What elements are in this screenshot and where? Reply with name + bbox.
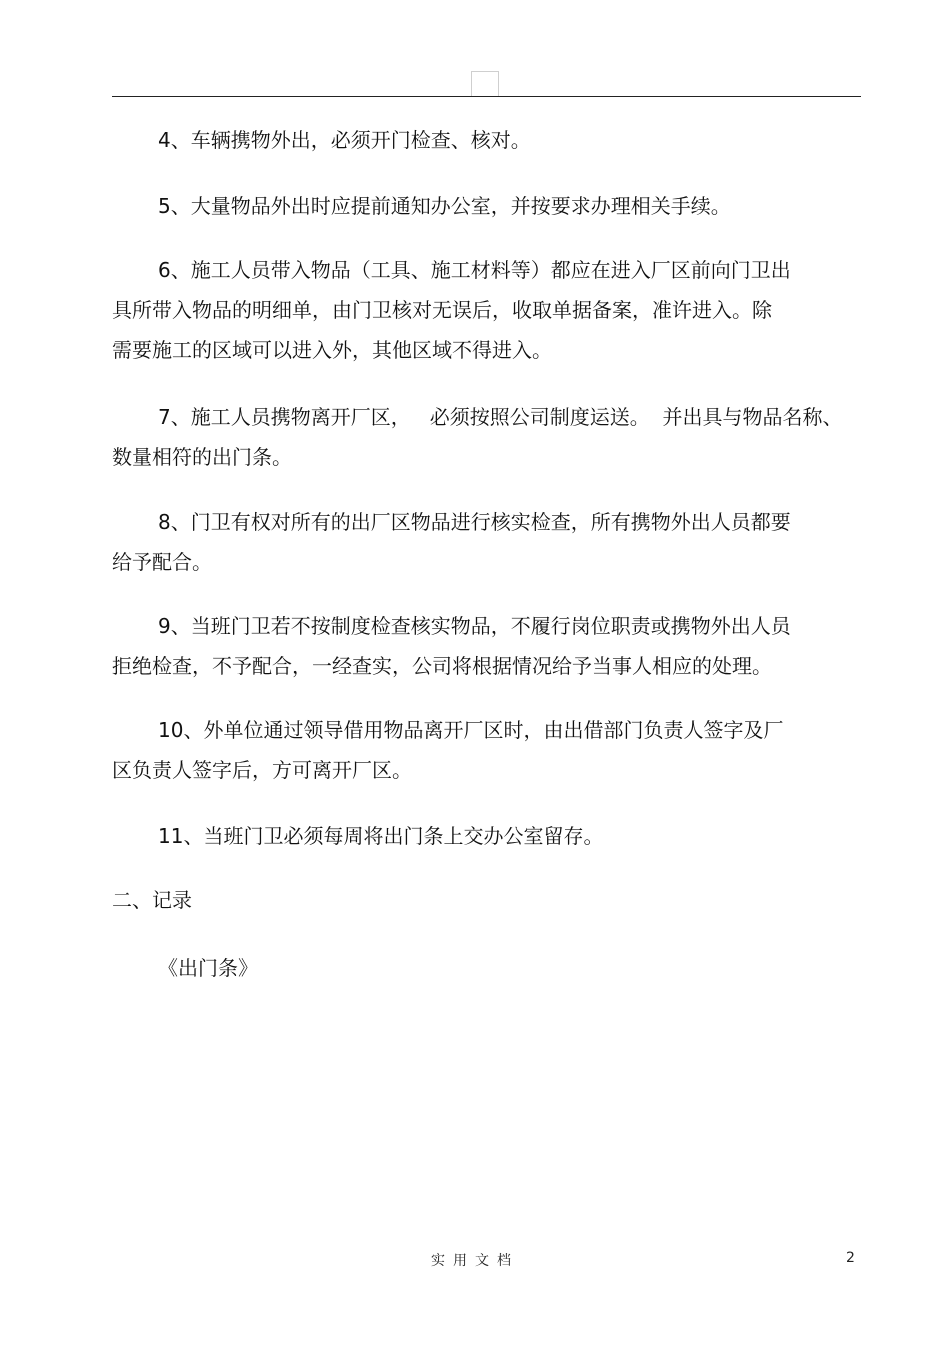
header-rule	[112, 96, 861, 97]
paragraph-line: 需要施工的区域可以进入外，其他区域不得进入。	[112, 338, 552, 362]
paragraph-line: 具所带入物品的明细单，由门卫核对无误后，收取单据备案，准许进入。除	[112, 298, 772, 322]
paragraph-item-11	[112, 816, 857, 856]
paragraph-line: 二、记录	[112, 888, 192, 912]
paragraph-line: 11、当班门卫必须每周将出门条上交办公室留存。	[158, 824, 604, 848]
paragraph-line: 给予配合。	[112, 550, 212, 574]
page-number: 2	[846, 1250, 855, 1266]
paragraph-item-7	[112, 397, 857, 477]
header-box	[471, 71, 499, 96]
exit-slip-title	[112, 948, 857, 988]
paragraph-line: 10、外单位通过领导借用物品离开厂区时，由出借部门负责人签字及厂	[158, 718, 784, 742]
paragraph-line: 6、施工人员带入物品（工具、施工材料等）都应在进入厂区前向门卫出	[158, 258, 791, 282]
paragraph-line: 数量相符的出门条。	[112, 445, 292, 469]
paragraph-line: 5、大量物品外出时应提前通知办公室，并按要求办理相关手续。	[158, 194, 731, 218]
paragraph-item-8	[112, 502, 857, 582]
paragraph-item-10	[112, 710, 857, 790]
paragraph-line: 9、当班门卫若不按制度检查核实物品，不履行岗位职责或携物外出人员	[158, 614, 791, 638]
paragraph-line: 拒绝检查，不予配合，一经查实，公司将根据情况给予当事人相应的处理。	[112, 654, 772, 678]
paragraph-item-4	[112, 120, 857, 160]
paragraph-line: 《出门条》	[158, 956, 258, 980]
paragraph-line: 4、车辆携物外出，必须开门检查、核对。	[158, 128, 531, 152]
paragraph-item-9	[112, 606, 857, 686]
paragraph-line: 区负责人签字后，方可离开厂区。	[112, 758, 412, 782]
paragraph-item-5	[112, 186, 857, 226]
section-heading-records	[112, 880, 857, 920]
footer-text: 实用文档	[431, 1253, 519, 1269]
paragraph-line: 8、门卫有权对所有的出厂区物品进行核实检查，所有携物外出人员都要	[158, 510, 791, 534]
paragraph-line: 7、施工人员携物离开厂区， 必须按照公司制度运送。 并出具与物品名称、	[158, 405, 843, 429]
paragraph-item-6	[112, 250, 857, 370]
